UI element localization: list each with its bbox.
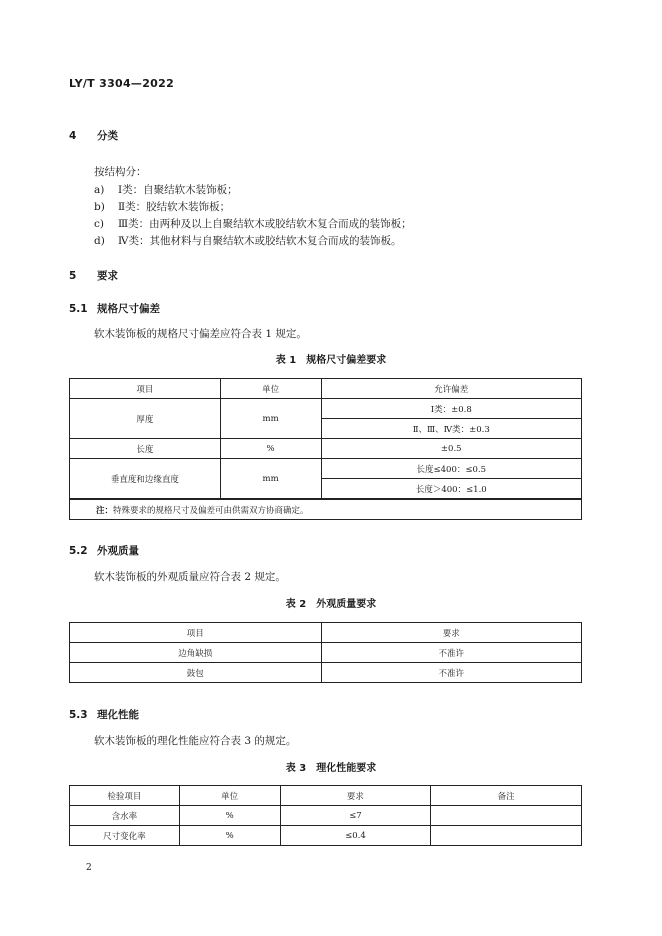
- header-cell: 检验项目: [70, 786, 180, 806]
- list-text: Ⅰ类：自聚结软木装饰板；: [118, 184, 238, 196]
- section-5-heading: [69, 268, 118, 283]
- unit-cell: %: [179, 806, 280, 826]
- table-3-caption: [0, 759, 662, 774]
- section-number: 5: [69, 270, 77, 282]
- table-number: 表 3: [285, 763, 307, 774]
- header-cell: 要求: [321, 623, 582, 643]
- section-5-3-heading: [69, 707, 139, 722]
- item-cell: 垂直度和边缘直度: [70, 459, 221, 500]
- requirement-cell: 不准许: [321, 643, 582, 663]
- section-4-heading: [69, 128, 118, 143]
- item-cell: 边角缺损: [70, 643, 322, 663]
- section-title: 分类: [97, 130, 118, 142]
- item-cell: 尺寸变化率: [70, 826, 180, 846]
- list-item: [94, 216, 412, 231]
- remark-cell: [431, 826, 582, 846]
- item-cell: 厚度: [70, 399, 221, 439]
- section-number: 4: [69, 130, 77, 142]
- table-header-row: [70, 786, 582, 806]
- section-number: 5.1: [69, 303, 88, 315]
- remark-cell: [431, 806, 582, 826]
- list-marker: d): [94, 235, 105, 247]
- section-5-2-body: 软木装饰板的外观质量应符合表 2 规定。: [94, 571, 286, 583]
- note-label: 注：: [96, 505, 114, 516]
- section-title: 规格尺寸偏差: [97, 303, 160, 315]
- section-title: 理化性能: [97, 709, 139, 721]
- list-text: Ⅱ类：胶结软木装饰板；: [118, 201, 231, 213]
- header-cell: 允许偏差: [321, 379, 582, 399]
- table-number: 表 2: [285, 599, 307, 610]
- table-title: 规格尺寸偏差要求: [306, 355, 387, 366]
- item-cell: 含水率: [70, 806, 180, 826]
- table-header-row: [70, 379, 582, 399]
- table-number: 表 1: [275, 355, 297, 366]
- page-number: 2: [86, 863, 92, 873]
- list-item: [94, 182, 238, 197]
- table-title: 理化性能要求: [316, 763, 377, 774]
- table-2: [69, 622, 582, 683]
- unit-cell: mm: [220, 459, 321, 500]
- table-1-caption: [0, 351, 662, 366]
- list-marker: a): [94, 184, 105, 196]
- unit-cell: %: [220, 439, 321, 459]
- list-text: Ⅲ类：由两种及以上自聚结软木或胶结软木复合而成的装饰板；: [118, 218, 412, 230]
- table-row: [70, 399, 582, 419]
- value-cell: Ⅱ、Ⅲ、Ⅳ类：±0.3: [321, 419, 582, 439]
- table-note-row: [70, 499, 582, 520]
- value-cell: Ⅰ类：±0.8: [321, 399, 582, 419]
- list-item: [94, 199, 230, 214]
- table-3: [69, 785, 582, 846]
- table-1: [69, 378, 582, 520]
- section-5-1-body: 软木装饰板的规格尺寸偏差应符合表 1 规定。: [94, 328, 307, 340]
- header-cell: 单位: [179, 786, 280, 806]
- table-header-row: [70, 623, 582, 643]
- section-4-intro: 按结构分：: [94, 166, 147, 178]
- section-title: 外观质量: [97, 545, 139, 557]
- header-cell: 项目: [70, 623, 322, 643]
- section-number: 5.2: [69, 545, 88, 557]
- header-cell: 项目: [70, 379, 221, 399]
- section-5-2-heading: [69, 543, 139, 558]
- list-marker: c): [94, 218, 104, 230]
- table-note: [70, 499, 582, 520]
- list-text: Ⅳ类：其他材料与自聚结软木或胶结软木复合而成的装饰板。: [118, 235, 402, 247]
- item-cell: 长度: [70, 439, 221, 459]
- note-text: 特殊要求的规格尺寸及偏差可由供需双方协商确定。: [113, 505, 309, 516]
- unit-cell: mm: [220, 399, 321, 439]
- header-cell: 要求: [280, 786, 431, 806]
- list-item: [94, 233, 402, 248]
- table-title: 外观质量要求: [316, 599, 377, 610]
- table-row: [70, 826, 582, 846]
- section-number: 5.3: [69, 709, 88, 721]
- requirement-cell: ≤0.4: [280, 826, 431, 846]
- unit-cell: %: [179, 826, 280, 846]
- value-cell: ±0.5: [321, 439, 582, 459]
- section-5-1-heading: [69, 301, 160, 316]
- table-row: [70, 663, 582, 683]
- requirement-cell: ≤7: [280, 806, 431, 826]
- requirement-cell: 不准许: [321, 663, 582, 683]
- section-title: 要求: [97, 270, 118, 282]
- standard-code-header: LY/T 3304—2022: [69, 77, 175, 90]
- table-row: [70, 643, 582, 663]
- value-cell: 长度≤400：≤0.5: [321, 459, 582, 479]
- table-row: [70, 806, 582, 826]
- item-cell: 鼓包: [70, 663, 322, 683]
- table-2-caption: [0, 595, 662, 610]
- header-cell: 备注: [431, 786, 582, 806]
- header-cell: 单位: [220, 379, 321, 399]
- table-row: [70, 459, 582, 479]
- list-marker: b): [94, 201, 105, 213]
- table-row: [70, 439, 582, 459]
- value-cell: 长度＞400：≤1.0: [321, 479, 582, 500]
- section-5-3-body: 软木装饰板的理化性能应符合表 3 的规定。: [94, 735, 297, 747]
